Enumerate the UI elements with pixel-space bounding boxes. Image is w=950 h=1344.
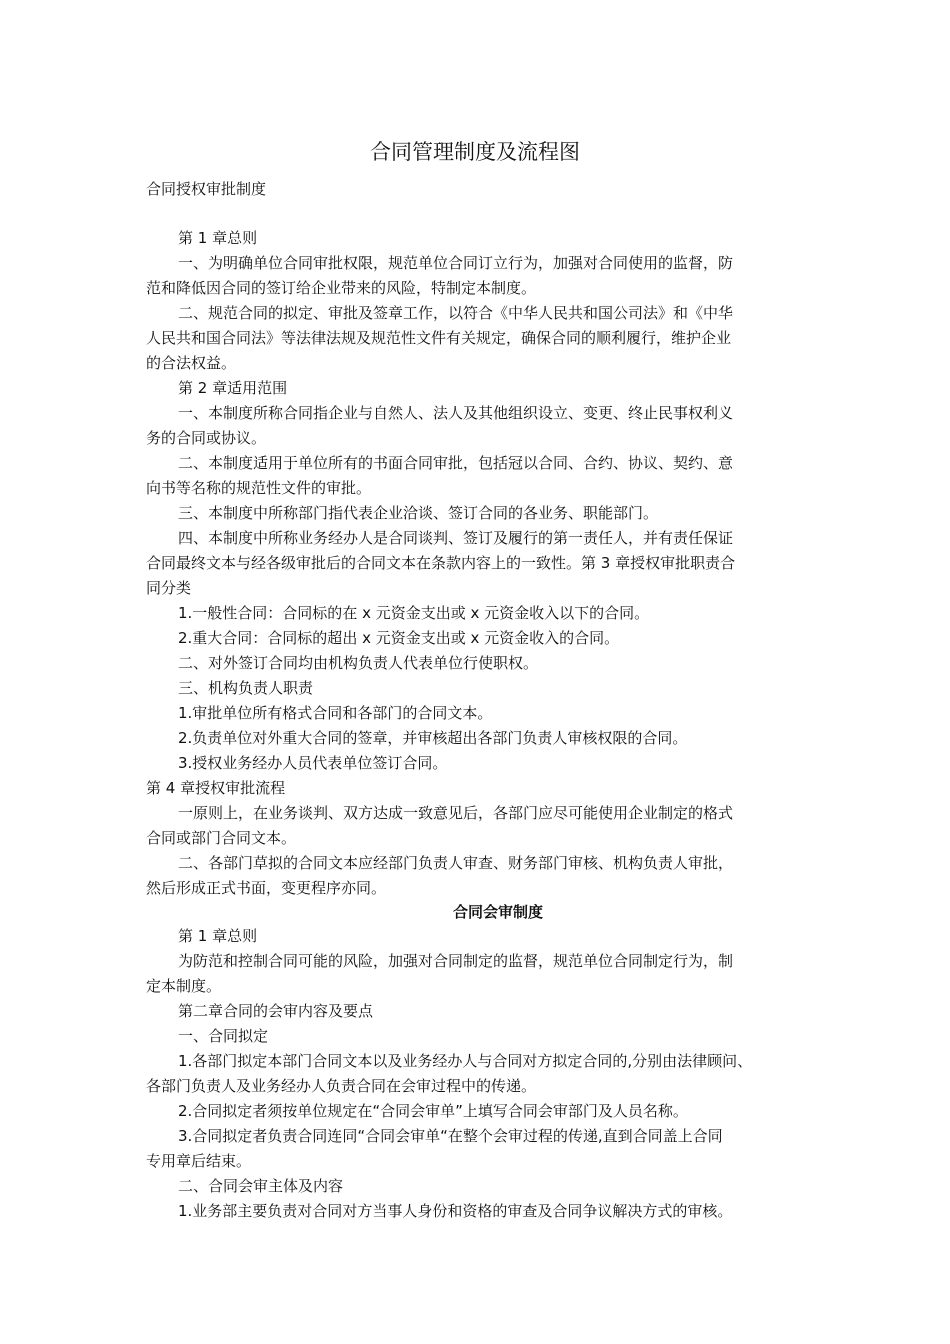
paragraph-line: 一、合同拟定	[178, 1027, 269, 1045]
paragraph-line: 各部门负责人及业务经办人负责合同在会审过程中的传递。	[146, 1077, 537, 1095]
paragraph-line: 的合法权益。	[146, 354, 237, 372]
paragraph-line: 二、规范合同的拟定、审批及签章工作，以符合《中华人民共和国公司法》和《中华	[178, 304, 734, 322]
paragraph-line: 1.审批单位所有格式合同和各部门的合同文本。	[178, 704, 493, 722]
paragraph-line: 第 4 章授权审批流程	[146, 779, 286, 797]
paragraph-line: 然后形成正式书面，变更程序亦同。	[146, 879, 387, 897]
paragraph-line: 四、本制度中所称业务经办人是合同谈判、签订及履行的第一责任人，并有责任保证	[178, 529, 734, 547]
paragraph-line: 第 1 章总则	[178, 927, 258, 945]
paragraph-line: 2.合同拟定者须按单位规定在“合同会审单”上填写合同会审部门及人员名称。	[178, 1102, 688, 1120]
paragraph-line: 务的合同或协议。	[146, 429, 267, 447]
paragraph-line: 三、机构负责人职责	[178, 679, 314, 697]
paragraph-line: 1.业务部主要负责对合同对方当事人身份和资格的审查及合同争议解决方式的审核。	[178, 1202, 733, 1220]
paragraph-line: 3.合同拟定者负责合同连同“合同会审单“在整个会审过程的传递,直到合同盖上合同	[178, 1127, 723, 1145]
paragraph-line: 1.各部门拟定本部门合同文本以及业务经办人与合同对方拟定合同的,分别由法律顾问、	[178, 1052, 753, 1070]
paragraph-line: 二、对外签订合同均由机构负责人代表单位行使职权。	[178, 654, 539, 672]
paragraph-line: 合同或部门合同文本。	[146, 829, 297, 847]
paragraph-line: 3.授权业务经办人员代表单位签订合同。	[178, 754, 448, 772]
document-title: 合同管理制度及流程图	[370, 140, 580, 164]
section-heading: 合同会审制度	[453, 903, 544, 921]
paragraph-line: 为防范和控制合同可能的风险，加强对合同制定的监督，规范单位合同制定行为，制	[178, 952, 734, 970]
paragraph-line: 2.重大合同：合同标的超出 x 元资金支出或 x 元资金收入的合同。	[178, 629, 620, 647]
paragraph-line: 二、本制度适用于单位所有的书面合同审批，包括冠以合同、合约、协议、契约、意	[178, 454, 734, 472]
paragraph-line: 二、各部门草拟的合同文本应经部门负责人审查、财务部门审核、机构负责人审批，	[178, 854, 734, 872]
paragraph-line: 第 1 章总则	[178, 229, 258, 247]
paragraph-line: 合同最终文本与经各级审批后的合同文本在条款内容上的一致性。第 3 章授权审批职责合	[146, 554, 736, 572]
paragraph-line: 第 2 章适用范围	[178, 379, 288, 397]
paragraph-line: 一、本制度所称合同指企业与自然人、法人及其他组织设立、变更、终止民事权利义	[178, 404, 734, 422]
paragraph-line: 人民共和国合同法》等法律法规及规范性文件有关规定，确保合同的顺利履行，维护企业	[146, 329, 732, 347]
paragraph-line: 定本制度。	[146, 977, 222, 995]
paragraph-line: 二、合同会审主体及内容	[178, 1177, 344, 1195]
paragraph-line: 向书等名称的规范性文件的审批。	[146, 479, 372, 497]
paragraph-line: 三、本制度中所称部门指代表企业洽谈、签订合同的各业务、职能部门。	[178, 504, 659, 522]
paragraph-line: 1.一般性合同：合同标的在 x 元资金支出或 x 元资金收入以下的合同。	[178, 604, 650, 622]
paragraph-line: 合同授权审批制度	[146, 180, 267, 198]
paragraph-line: 2.负责单位对外重大合同的签章，并审核超出各部门负责人审核权限的合同。	[178, 729, 688, 747]
paragraph-line: 第二章合同的会审内容及要点	[178, 1002, 374, 1020]
paragraph-line: 一、为明确单位合同审批权限，规范单位合同订立行为，加强对合同使用的监督，防	[178, 254, 734, 272]
paragraph-line: 一原则上，在业务谈判、双方达成一致意见后，各部门应尽可能使用企业制定的格式	[178, 804, 734, 822]
paragraph-line: 范和降低因合同的签订给企业带来的风险，特制定本制度。	[146, 279, 537, 297]
paragraph-line: 专用章后结束。	[146, 1152, 252, 1170]
paragraph-line: 同分类	[146, 579, 192, 597]
